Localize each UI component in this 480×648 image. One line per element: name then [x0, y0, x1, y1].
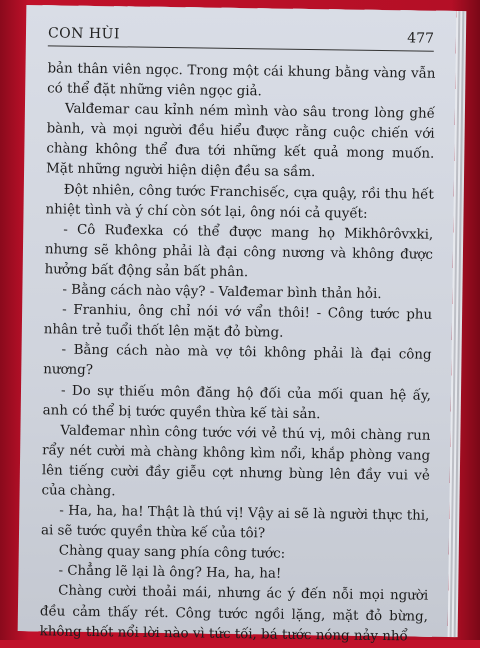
- page-header: [48, 23, 434, 51]
- paragraph: Chàng cười thoải mái, nhưng ác ý đến nỗi mọi người đều cảm thấy rét. Công tước ngồi lặng, mặt đỏ bừng, không thốt nổi lời nào vì tức tối, bá tước nóng nảy nhổ: [39, 583, 429, 645]
- paragraph: - Bằng cách nào mà vợ tôi không phải là đại công nương?: [43, 342, 432, 379]
- paragraph: - Chẳng lẽ lại là ông? Ha, ha, ha!: [58, 563, 282, 582]
- book-page: [18, 5, 457, 645]
- paragraph: - Do sự thiếu môn đăng hộ đối của mối quan hệ ấy, anh có thể bị tước quyền thừa kế tài sản.: [42, 383, 432, 422]
- paragraph: - Bằng cách nào vậy? - Valđemar bình thản hỏi.: [62, 282, 382, 303]
- body-text: [39, 59, 435, 647]
- paragraph: - Cô Ruđexka có thể được mang họ Mikhôrôvxki, nhưng sẽ không phải là đại công nương và không được hưởng bất động sản bất phân.: [44, 222, 434, 281]
- paragraph: - Franhiu, ông chỉ nói vớ vẩn thôi! - Công tước phu nhân trẻ tuổi thốt lên mặt đỏ bừng.: [43, 302, 433, 341]
- running-title: CON HÙI: [47, 25, 121, 43]
- paragraph: Chàng quay sang phía công tước:: [58, 543, 286, 562]
- page-number: 477: [407, 30, 435, 47]
- paragraph: - Ha, ha, ha! Thật là thú vị! Vậy ai sẽ là người thực thi, ai sẽ tước quyền thừa kế của tôi?: [40, 503, 430, 542]
- paragraph: Valđemar cau kỉnh ném mình vào sâu trong lòng ghế bành, và mọi người đều hiểu được rằng cuộc chiến với chàng không thể đưa tới những kết quả mong muốn. Mặt những người hiện diện đều sa sầm.: [45, 101, 436, 181]
- paragraph: bản thân viên ngọc. Trong một cái khung bằng vàng vẫn có thể đặt những viên ngọc giả.: [47, 61, 436, 100]
- paragraph: Valđemar nhìn công tước với vẻ thú vị, môi chàng run rẩy nét cười mà chàng không kìm nổi, khắp phòng vang lên tiếng cười đầy giễu cợt nhưng bùng lên đầy vui vẻ của chàng.: [41, 423, 431, 500]
- paragraph: Đột nhiên, công tước Franchisếc, cựa quậy, rồi thu hết nhiệt tình và ý chí còn sót lại, ông nói cả quyết:: [45, 182, 434, 222]
